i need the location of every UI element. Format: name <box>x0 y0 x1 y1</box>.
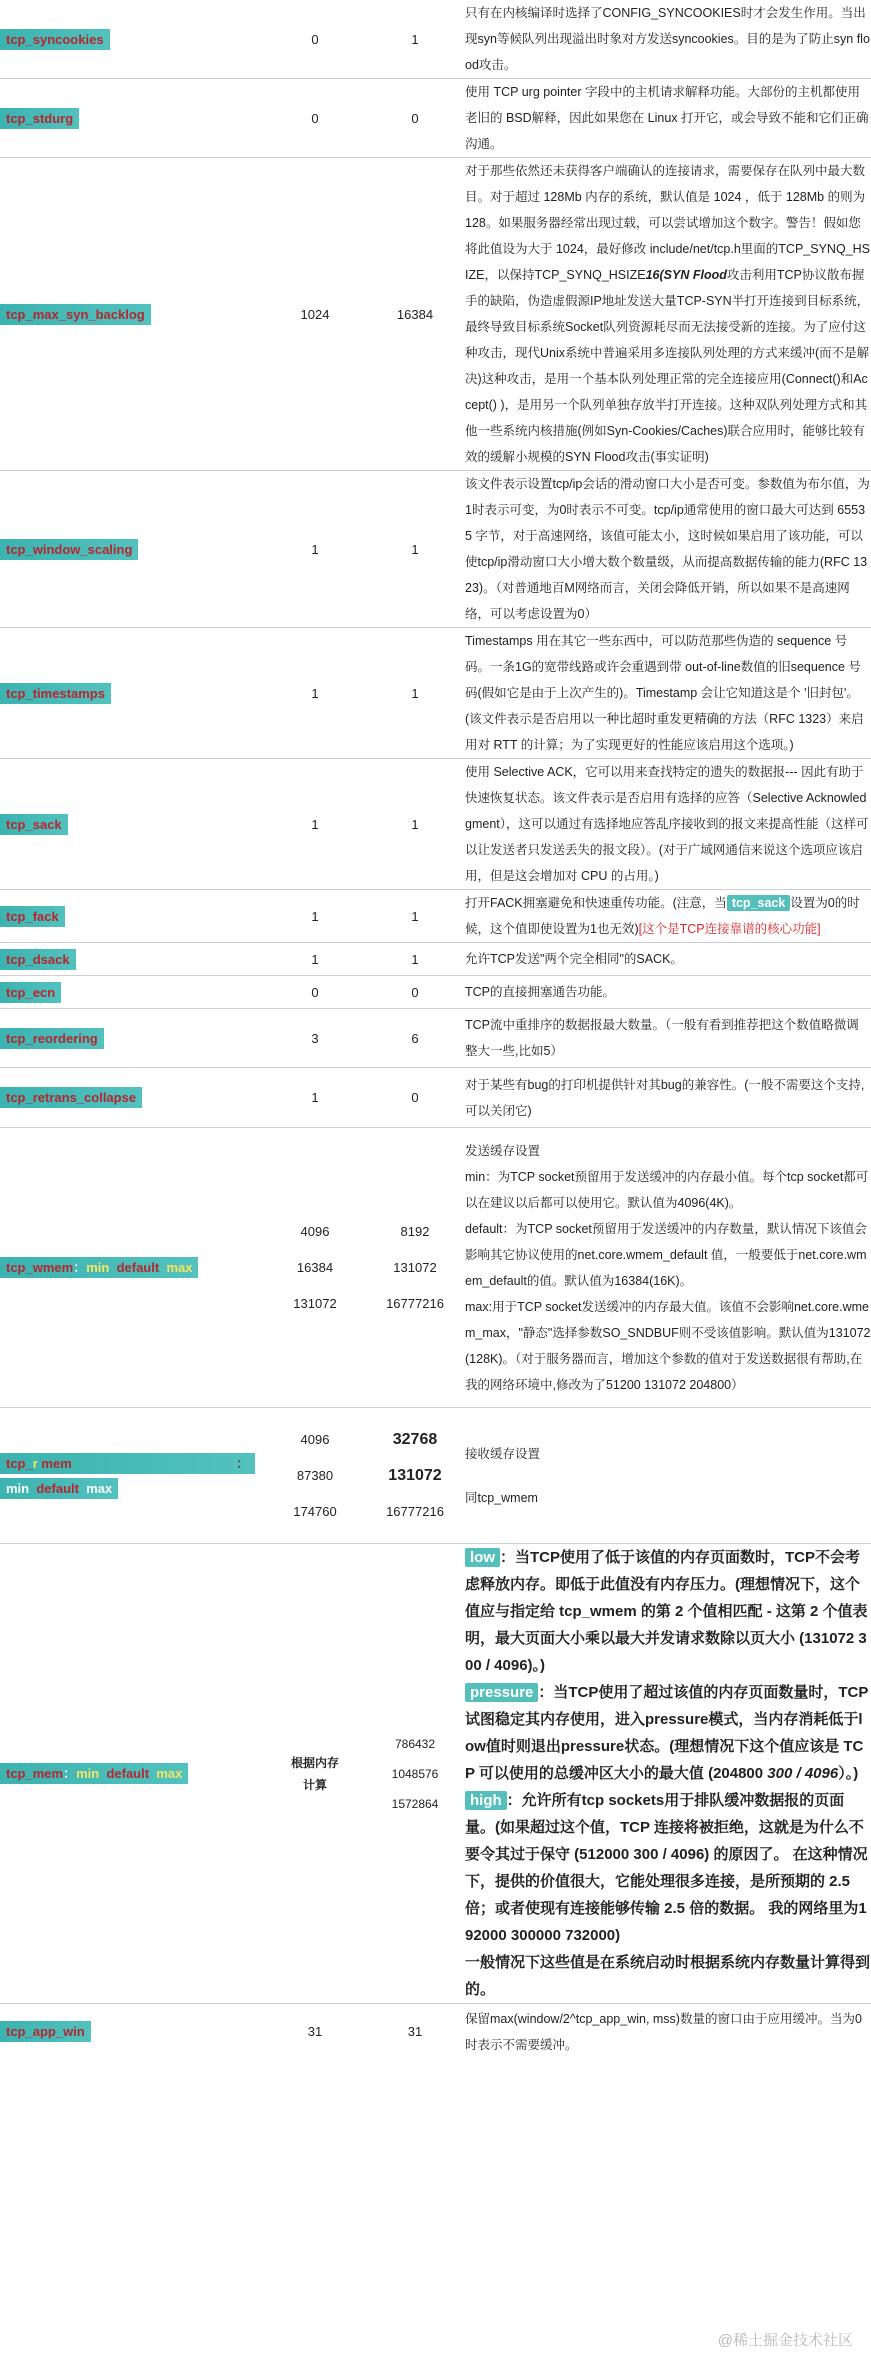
description: TCP流中重排序的数据报最大数量。（一般有看到推荐把这个数值略微调整大一些,比如5） <box>465 1009 871 1068</box>
param-name-cell <box>0 0 265 79</box>
param-name-tag: tcp_reordering <box>0 1028 104 1049</box>
tag-part: max <box>86 1480 113 1496</box>
param-name-tag: tcp_sack <box>0 814 68 835</box>
max-value: 6 <box>365 1009 465 1068</box>
max-value: 1 <box>365 943 465 976</box>
description-text: 设置为0的时候，这个值即使设置为1也无效) <box>465 896 860 936</box>
table-row <box>0 1544 871 2004</box>
inline-code-chip: low <box>465 1548 500 1567</box>
table-row <box>0 1128 871 1408</box>
default-value: 1 <box>265 759 365 890</box>
tag-part: tcp_ <box>6 1455 33 1471</box>
param-name-cell <box>0 1544 265 2004</box>
description <box>465 1408 871 1544</box>
high-desc <box>465 1787 871 1949</box>
param-name-tag <box>0 1478 118 1499</box>
tag-part: min <box>6 1480 30 1496</box>
description-italic: 300 / 4096 <box>767 1765 839 1782</box>
default-value: 131072 <box>293 1295 337 1311</box>
max-values <box>365 1128 465 1408</box>
default-value: 1 <box>265 628 365 759</box>
max-values <box>365 1408 465 1544</box>
default-value: 1 <box>265 890 365 943</box>
description: 保留max(window/2^tcp_app_win, mss)数量的窗口由于应用缓冲。当为0时表示不需要缓冲。 <box>465 2011 862 2052</box>
table-row <box>0 759 871 890</box>
default-value: 16384 <box>296 1259 334 1275</box>
param-name-tag: tcp_app_win <box>0 2021 91 2042</box>
default-value: 174760 <box>293 1503 337 1519</box>
max-value: 31 <box>407 2024 423 2040</box>
max-value: 32768 <box>392 1430 438 1448</box>
tag-part: ： <box>73 1260 87 1275</box>
param-name-tag: tcp_window_scaling <box>0 539 138 560</box>
table-row <box>0 79 871 158</box>
table-row <box>0 471 871 628</box>
max-value: 1572864 <box>391 1796 439 1811</box>
param-name-cell <box>0 471 265 628</box>
max-value: 0 <box>365 1068 465 1128</box>
tag-part: mem <box>41 1455 72 1471</box>
param-name-cell <box>0 2004 265 2060</box>
description <box>465 890 871 943</box>
table-row <box>0 0 871 79</box>
param-name-cell <box>0 943 265 976</box>
param-name-tag: tcp_ecn <box>0 982 61 1003</box>
param-name-cell <box>0 1408 265 1544</box>
param-name-tag: tcp_stdurg <box>0 108 79 129</box>
param-name-tag: tcp_max_syn_backlog <box>0 304 151 325</box>
default-value: 1 <box>265 943 365 976</box>
max-value: 16777216 <box>386 1295 444 1311</box>
max-value: 1 <box>365 759 465 890</box>
param-name-cell <box>0 1009 265 1068</box>
default-value: 3 <box>265 1009 365 1068</box>
max-value: 0 <box>365 976 465 1009</box>
param-name-tag: tcp_syncookies <box>0 29 110 50</box>
table-row <box>0 976 871 1009</box>
tag-part: max <box>156 1766 183 1781</box>
highlight-note: [这个是TCP连接靠谱的核心功能] <box>638 922 821 936</box>
tag-part: default <box>36 1480 79 1496</box>
description-text: 打开FACK拥塞避免和快速重传功能。(注意，当 <box>465 896 727 910</box>
description: 允许TCP发送"两个完全相同"的SACK。 <box>465 943 871 976</box>
description: 对于某些有bug的打印机提供针对其bug的兼容性。(一般不需要这个支持,可以关闭它) <box>465 1068 871 1128</box>
param-name-cell <box>0 1068 265 1128</box>
max-value: 131072 <box>393 1259 437 1275</box>
param-name-cell <box>0 158 265 471</box>
default-value: 1 <box>265 471 365 628</box>
param-name-cell <box>0 890 265 943</box>
default-value: 0 <box>265 976 365 1009</box>
description: Timestamps 用在其它一些东西中，可以防范那些伪造的 sequence 号码。一条1G的宽带线路或许会重遇到带 out-of-line数值的旧sequence 号码(假如它是由于上次产生的)。Timestamp 会让它知道这是个 '旧封包'。(该文件表示是否启用以一种比超时重发更精确的方法（RFC 1323）来启用对 RTT 的计算；为了实现更好的性能应该启用这个选项。) <box>465 628 871 759</box>
max-value: 1 <box>365 0 465 79</box>
param-name-cell <box>0 628 265 759</box>
max-value: 0 <box>365 79 465 158</box>
inline-code-chip: tcp_sack <box>727 895 791 911</box>
max-value: 16777216 <box>386 1503 444 1519</box>
table-row <box>0 1408 871 1544</box>
default-value: 87380 <box>296 1467 334 1483</box>
max-value: 1 <box>365 890 465 943</box>
table-row <box>0 943 871 976</box>
low-desc <box>465 1544 871 1679</box>
description-text: ）。) <box>838 1765 859 1782</box>
description <box>465 1544 871 2004</box>
max-values <box>365 1544 465 2004</box>
description-text: 一般情况下这些值是在系统启动时根据系统内存数量计算得到的。 <box>465 1954 871 1998</box>
table-row <box>0 628 871 759</box>
description-text: ：当TCP使用了超过该值的内存页面数量时，TCP试图稳定其内存使用，进入pressure模式，当内存消耗低于low值时则退出pressure状态。(理想情况下这个值应该是 TCP 可以使用的总缓冲区大小的最大值 (204800 <box>465 1684 869 1782</box>
description-text: 接收缓存设置 <box>465 1446 541 1461</box>
max-value: 131072 <box>388 1466 442 1484</box>
default-value: 根据内存计算 <box>265 1544 365 2004</box>
default-value: 1 <box>265 1068 365 1128</box>
tag-part: ： <box>235 1455 249 1471</box>
description: 发送缓存设置 min：为TCP socket预留用于发送缓冲的内存最小值。每个tcp socket都可以在建议以后都可以使用它。默认值为4096(4K)。 default：为TCP socket预留用于发送缓冲的内存数量，默认情况下该值会影响其它协议使用的net.core.wmem_default 值，一般要低于net.core.wmem_default的值。默认值为16384(16K)。 max:用于TCP socket发送缓冲的内存最大值。该值不会影响net.core.wmem_max，"静态"选择参数SO_SNDBUF则不受该值影响。默认值为131072(128K)。（对于服务器而言，增加这个参数的值对于发送数据很有帮助,在我的网络环境中,修改为了51200 131072 204800） <box>465 1128 871 1408</box>
description: 使用 Selective ACK，它可以用来查找特定的遗失的数据报--- 因此有助于快速恢复状态。该文件表示是否启用有选择的应答（Selective Acknowledgment），这可以通过有选择地应答乱序接收到的报文来提高性能（这样可以让发送者只发送丢失的报文段）。(对于广域网通信来说这个选项应该启用，但是这会增加对 CPU 的占用。) <box>465 759 871 890</box>
param-name-cell <box>0 1128 265 1408</box>
tag-part: default <box>106 1766 150 1781</box>
max-value: 1 <box>365 628 465 759</box>
description-text: ：当TCP使用了低于该值的内存页面数时，TCP不会考虑释放内存。即低于此值没有内存压力。(理想情况下，这个值应与指定给 tcp_wmem 的第 2 个值相匹配 - 这第 2 个值表明，最大页面大小乘以最大并发请求数除以页大小 (131072 300 / 4096)。) <box>465 1549 868 1674</box>
max-value: 8192 <box>400 1223 430 1239</box>
description <box>465 158 871 471</box>
tag-part: max <box>166 1260 193 1275</box>
watermark: @稀土掘金技术社区 <box>717 2332 853 2349</box>
default-value: 4096 <box>300 1223 330 1239</box>
param-name-cell <box>0 759 265 890</box>
table-row <box>0 890 871 943</box>
default-value: 0 <box>265 79 365 158</box>
description: 只有在内核编译时选择了CONFIG_SYNCOOKIES时才会发生作用。当出现syn等候队列出现溢出时象对方发送syncookies。目的是为了防止syn flood攻击。 <box>465 0 871 79</box>
table-row <box>0 158 871 471</box>
max-value: 1048576 <box>391 1766 439 1781</box>
param-name-tag: tcp_timestamps <box>0 683 111 704</box>
param-name-tag <box>0 1763 188 1784</box>
tag-part: min <box>76 1766 100 1781</box>
inline-code-chip: pressure <box>465 1683 538 1702</box>
param-name-cell <box>0 976 265 1009</box>
table-row <box>0 2004 871 2060</box>
tag-part: tcp_mem <box>6 1766 64 1781</box>
pressure-desc <box>465 1679 871 1787</box>
inline-code-chip: high <box>465 1791 507 1810</box>
tag-part: r <box>32 1455 38 1471</box>
param-name-tag: tcp_fack <box>0 906 65 927</box>
description-text: ：允许所有tcp sockets用于排队缓冲数据报的页面量。(如果超过这个值，TCP 连接将被拒绝，这就是为什么不要令其过于保守 (512000 300 / 4096) 的原因了。 在这种情况下，提供的价值很大，它能处理很多连接，是所预期的 2.5 倍；或者使现有连接能够传输 2.5 倍的数据。 我的网络里为192000 300000 732000) <box>465 1792 868 1944</box>
default-value: 1024 <box>265 158 365 471</box>
description: TCP的直接拥塞通告功能。 <box>465 976 871 1009</box>
param-name-tag: tcp_dsack <box>0 949 76 970</box>
param-name-tag <box>0 1257 198 1278</box>
tag-part: tcp_wmem <box>6 1260 74 1275</box>
description-text: 对于那些依然还未获得客户端确认的连接请求，需要保存在队列中最大数目。对于超过 128Mb 内存的系统，默认值是 1024 ，低于 128Mb 的则为 128。如果服务器经常出现过载，可以尝试增加这个数字。警告！假如您将此值设为大于 1024，最好修改 include/net/tcp.h里面的TCP_SYNQ_HSIZE，以保持TCP_SYNQ_HSIZE <box>465 164 870 282</box>
description-italic: 16(SYN Flood <box>645 268 727 282</box>
description-text: 同tcp_wmem <box>465 1490 538 1505</box>
default-values <box>265 1128 365 1408</box>
param-name-tag <box>0 1453 255 1474</box>
description-text: 攻击利用TCP协议散布握手的缺陷，伪造虚假源IP地址发送大量TCP-SYN半打开连接到目标系统，最终导致目标系统Socket队列资源耗尽而无法接受新的连接。为了应付这种攻击，现代Unix系统中普遍采用多连接队列处理的方式来缓冲(而不是解决)这种攻击，是用一个基本队列处理正常的完全连接应用(Connect()和Accept() )，是用另一个队列单独存放半打开连接。这种双队列处理方式和其他一些系统内核措施(例如Syn-Cookies/Caches)联合应用时，能够比较有效的缓解小规模的SYN Flood攻击(事实证明) <box>465 268 870 464</box>
description: 使用 TCP urg pointer 字段中的主机请求解释功能。大部份的主机都使用老旧的 BSD解释，因此如果您在 Linux 打开它，或会导致不能和它们正确沟通。 <box>465 79 871 158</box>
tag-part: min <box>86 1260 110 1275</box>
table-row <box>0 1068 871 1128</box>
max-value: 786432 <box>394 1736 436 1751</box>
tag-part: ： <box>63 1766 77 1781</box>
tag-part: default <box>116 1260 160 1275</box>
default-value: 0 <box>265 0 365 79</box>
table-row <box>0 1009 871 1068</box>
default-value: 4096 <box>300 1431 330 1447</box>
param-name-tag: tcp_retrans_collapse <box>0 1087 142 1108</box>
description: 该文件表示设置tcp/ip会话的滑动窗口大小是否可变。参数值为布尔值，为1时表示可变，为0时表示不可变。tcp/ip通常使用的窗口最大可达到 65535 字节，对于高速网络，该值可能太小，这时候如果启用了该功能，可以使tcp/ip滑动窗口大小增大数个数量级，从而提高数据传输的能力(RFC 1323)。（对普通地百M网络而言，关闭会降低开销，所以如果不是高速网络，可以考虑设置为0） <box>465 471 871 628</box>
max-value: 16384 <box>365 158 465 471</box>
param-name-cell <box>0 79 265 158</box>
max-value: 1 <box>365 471 465 628</box>
default-values <box>265 1408 365 1544</box>
default-value: 31 <box>307 2024 323 2040</box>
